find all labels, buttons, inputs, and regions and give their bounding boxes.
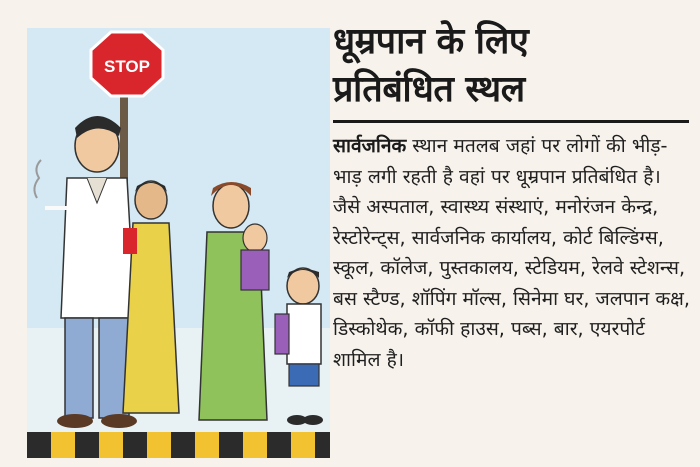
body-text: स्थान मतलब जहां पर लोगों की भीड़-भाड़ लगी रहती है वहां पर धूम्रपान प्रतिबंधित है। जैसे अस्पताल, स्वास्थ्य संस्थाएं, मनोरंजन केन्द्र, रेस्टोरेन्ट्स, सार्वजनिक कार्यालय, कोर्ट बिल्डिंग्स, स्कूल, कॉलेज, पुस्तकालय, स्टेडियम, रेलवे स्टेशन्स, बस स्टैण्ड, शॉपिंग मॉल्स, सिनेमा घर, जलपान कक्ष, डिस्कोथेक, कॉफी हाउस, पब्स, बार, एयरपोर्ट शामिल है। bbox=[333, 134, 690, 371]
people-at-stop-sign-drawing bbox=[27, 28, 330, 458]
headline-line-1: धूम्रपान के लिए bbox=[333, 21, 529, 62]
cartoon-illustration bbox=[27, 28, 330, 458]
article bbox=[333, 18, 693, 375]
stop-sign-label: STOP bbox=[104, 57, 150, 76]
headline-line-2: प्रतिबंधित स्थल bbox=[333, 69, 525, 110]
stop-sign-icon bbox=[91, 32, 163, 96]
headline-divider bbox=[333, 120, 689, 123]
road-stripe bbox=[27, 432, 330, 458]
headline bbox=[333, 18, 693, 114]
article-body bbox=[333, 131, 693, 375]
lead-word: सार्वजनिक bbox=[333, 134, 407, 157]
